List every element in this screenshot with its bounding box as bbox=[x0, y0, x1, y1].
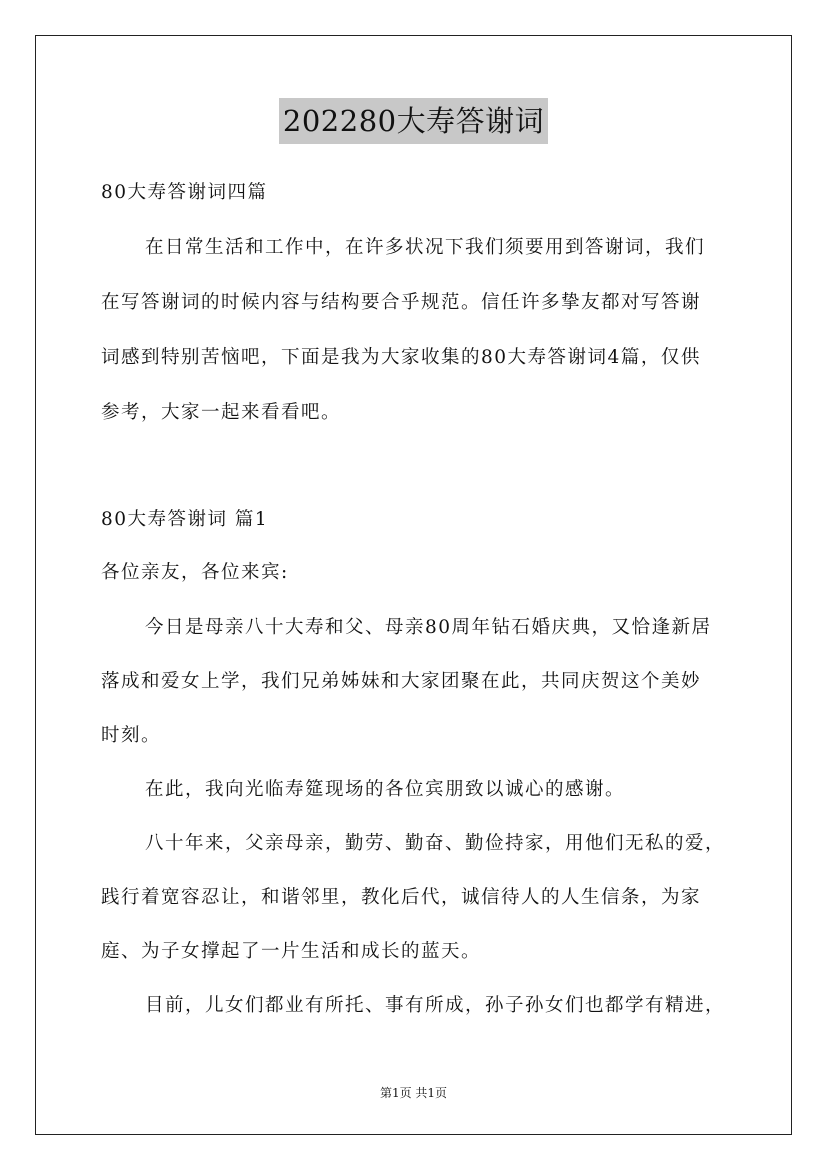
intro-line-2: 在写答谢词的时候内容与结构要合乎规范。信任许多挚友都对写答谢 bbox=[101, 292, 702, 313]
body-line-7: 庭、为子女撑起了一片生活和成长的蓝天。 bbox=[101, 941, 482, 962]
page-footer: 第1页 共1页 bbox=[379, 1086, 448, 1100]
body-line-6: 践行着宽容忍让，和谐邻里，教化后代，诚信待人的人生信条，为家 bbox=[101, 887, 702, 908]
body-line-8: 目前，儿女们都业有所托、事有所成，孙子孙女们也都学有精进， bbox=[145, 995, 726, 1016]
intro-line-1: 在日常生活和工作中，在许多状况下我们须要用到答谢词，我们 bbox=[145, 237, 706, 258]
body-line-4: 在此，我向光临寿筵现场的各位宾朋致以诚心的感谢。 bbox=[145, 779, 626, 800]
section-heading: 80大寿答谢词 篇1 bbox=[101, 509, 269, 530]
body-line-1: 今日是母亲八十大寿和父、母亲80周年钻石婚庆典，又恰逢新居 bbox=[145, 617, 712, 638]
salutation: 各位亲友，各位来宾: bbox=[101, 562, 289, 583]
intro-line-3: 词感到特别苦恼吧，下面是我为大家收集的80大寿答谢词4篇，仅供 bbox=[101, 347, 701, 368]
document-title: 202280大寿答谢词 bbox=[279, 98, 548, 144]
body-line-5: 八十年来，父亲母亲，勤劳、勤奋、勤俭持家，用他们无私的爱， bbox=[145, 833, 726, 854]
body-line-3: 时刻。 bbox=[101, 725, 162, 746]
intro-line-4: 参考，大家一起来看看吧。 bbox=[101, 402, 342, 423]
body-line-2: 落成和爱女上学，我们兄弟姊妹和大家团聚在此，共同庆贺这个美妙 bbox=[101, 671, 702, 692]
subtitle: 80大寿答谢词四篇 bbox=[101, 182, 268, 203]
title-container bbox=[0, 98, 827, 144]
